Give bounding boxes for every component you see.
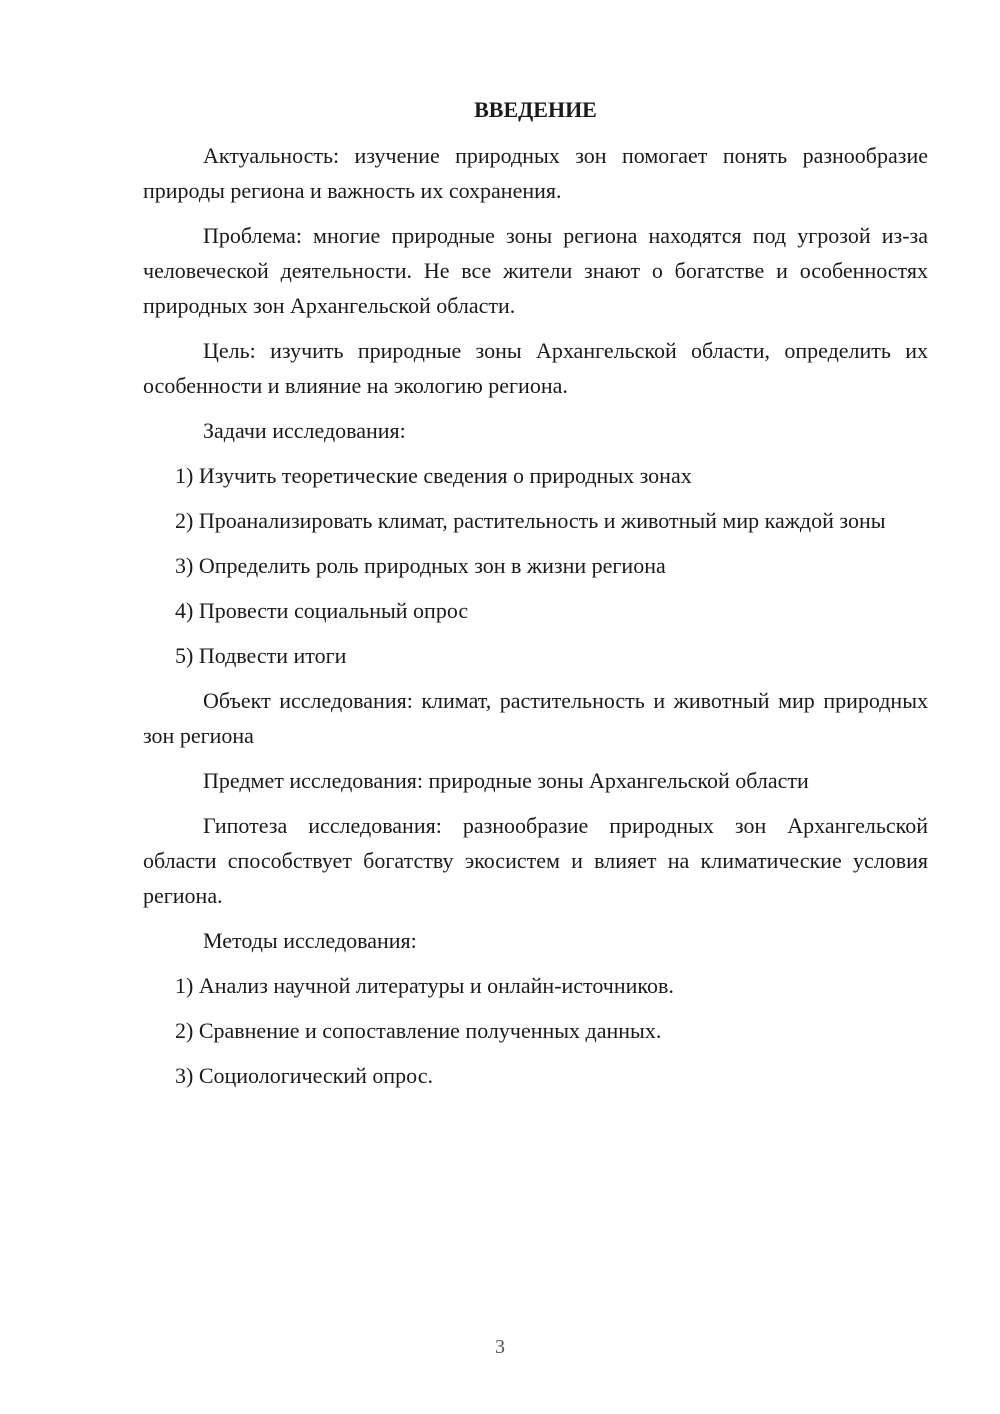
methods-list <box>143 968 928 1093</box>
goal-paragraph: Цель: изучить природные зоны Архангельской области, определить их особенности и влияние на экологию региона. <box>143 338 928 398</box>
page-title: ВВЕДЕНИЕ <box>474 97 597 122</box>
method-item-3: 3) Социологический опрос. <box>175 1063 433 1088</box>
task-item-1: 1) Изучить теоретические сведения о природных зонах <box>175 463 692 488</box>
document-page <box>143 92 928 1103</box>
tasks-heading: Задачи исследования: <box>203 418 406 443</box>
task-item-4: 4) Провести социальный опрос <box>175 598 469 623</box>
task-item-5: 5) Подвести итоги <box>175 643 347 668</box>
tasks-list <box>143 458 928 673</box>
relevance-paragraph: Актуальность: изучение природных зон помогает понять разнообразие природы региона и важность их сохранения. <box>143 143 928 203</box>
methods-heading: Методы исследования: <box>203 928 417 953</box>
subject-paragraph: Предмет исследования: природные зоны Архангельской области <box>203 768 809 793</box>
page-number: 3 <box>495 1336 505 1358</box>
problem-paragraph: Проблема: многие природные зоны региона находятся под угрозой из-за человеческой деятельности. Не все жители знают о богатстве и особенностях природных зон Архангельской области. <box>143 223 928 318</box>
hypothesis-paragraph: Гипотеза исследования: разнообразие природных зон Архангельской области способствует богатству экосистем и влияет на климатические условия региона. <box>143 813 928 908</box>
method-item-1: 1) Анализ научной литературы и онлайн-источников. <box>175 973 674 998</box>
task-item-3: 3) Определить роль природных зон в жизни региона <box>175 553 666 578</box>
task-item-2: 2) Проанализировать климат, растительность и животный мир каждой зоны <box>175 508 886 533</box>
object-paragraph: Объект исследования: климат, растительность и животный мир природных зон региона <box>143 688 928 748</box>
method-item-2: 2) Сравнение и сопоставление полученных данных. <box>175 1018 662 1043</box>
